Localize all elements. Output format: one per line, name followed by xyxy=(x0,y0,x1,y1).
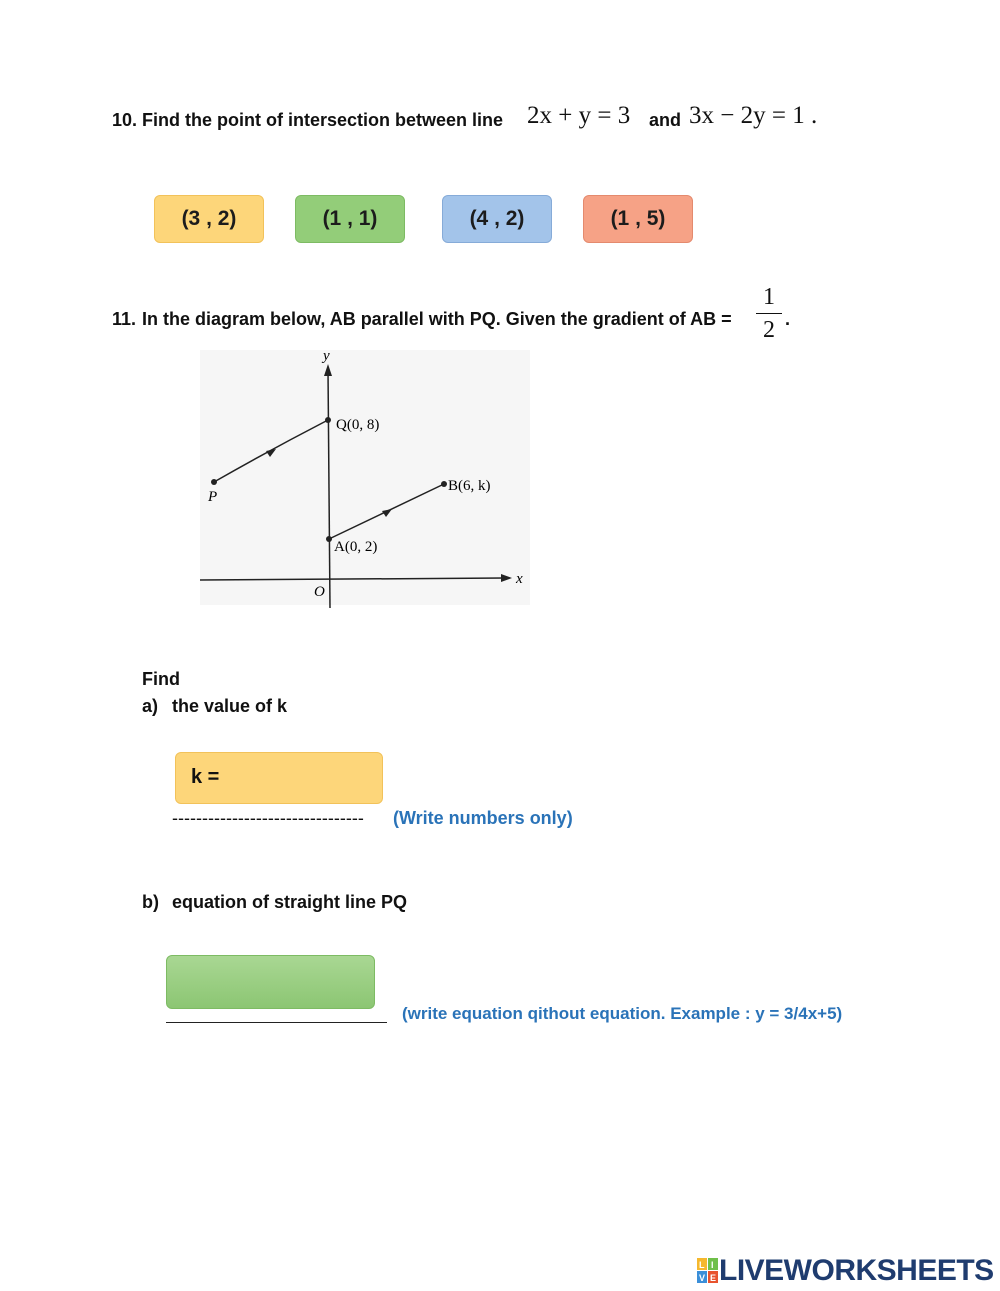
part-b-marker: b) xyxy=(142,892,159,912)
logo-letter-l: L xyxy=(699,1260,705,1270)
q10-text: Find the point of intersection between line xyxy=(142,110,504,130)
q11-number: 11. xyxy=(112,309,137,329)
logo-letter-e: E xyxy=(710,1273,717,1283)
pq-equation-input[interactable] xyxy=(166,955,375,1009)
k-answer-dashes: -------------------------------- xyxy=(172,808,364,828)
gradient-fraction xyxy=(756,283,782,344)
q10-number: 10. xyxy=(112,110,138,130)
option-button-1[interactable]: (3 , 2) xyxy=(154,195,264,243)
k-answer-input[interactable] xyxy=(225,765,369,790)
part-a-marker: a) xyxy=(142,696,159,716)
q11-text: In the diagram below, AB parallel with PQ. Given the gradient of AB = xyxy=(142,309,732,329)
option-button-4[interactable]: (1 , 5) xyxy=(583,195,693,243)
origin-label: O xyxy=(314,584,325,600)
point-b-label: B(6, k) xyxy=(448,478,491,494)
liveworksheets-logo xyxy=(697,1254,994,1288)
fraction-denominator: 2 xyxy=(763,317,775,343)
option-button-3[interactable]: (4 , 2) xyxy=(442,195,552,243)
option-button-2[interactable]: (1 , 1) xyxy=(295,195,405,243)
fraction-numerator: 1 xyxy=(763,284,775,310)
q10-equation-2: 3x − 2y = 1 xyxy=(689,102,805,129)
k-answer-field[interactable] xyxy=(175,752,383,804)
point-a-label: A(0, 2) xyxy=(334,539,378,555)
point-p-label: P xyxy=(208,489,218,505)
point-a-dot xyxy=(326,536,332,542)
q10-period: . xyxy=(811,102,818,129)
part-a-text: the value of k xyxy=(172,696,288,716)
q11-period: . xyxy=(785,309,791,329)
k-answer-label: k = xyxy=(191,766,220,788)
pq-answer-hint: (write equation qithout equation. Example : y = 3/4x+5) xyxy=(402,1004,843,1023)
logo-text: LIVEWORKSHEETS xyxy=(719,1254,994,1287)
q10-and: and xyxy=(649,110,682,130)
logo-letter-v: V xyxy=(699,1273,706,1283)
logo-letter-i: I xyxy=(711,1260,714,1270)
q10-equation-1: 2x + y = 3 xyxy=(527,102,631,129)
liveworksheets-logo-icon xyxy=(697,1256,719,1286)
find-heading: Find xyxy=(142,669,180,689)
k-answer-hint: (Write numbers only) xyxy=(393,808,573,828)
fraction-bar xyxy=(756,313,782,314)
point-q-dot xyxy=(325,417,331,423)
pq-answer-underline xyxy=(166,1022,387,1023)
point-p-dot xyxy=(211,479,217,485)
x-axis-label: x xyxy=(516,571,523,587)
part-b-text: equation of straight line PQ xyxy=(172,892,408,912)
y-axis-label: y xyxy=(323,348,330,364)
point-q-label: Q(0, 8) xyxy=(336,417,380,433)
coordinate-diagram xyxy=(190,340,540,620)
point-b-dot xyxy=(441,481,447,487)
